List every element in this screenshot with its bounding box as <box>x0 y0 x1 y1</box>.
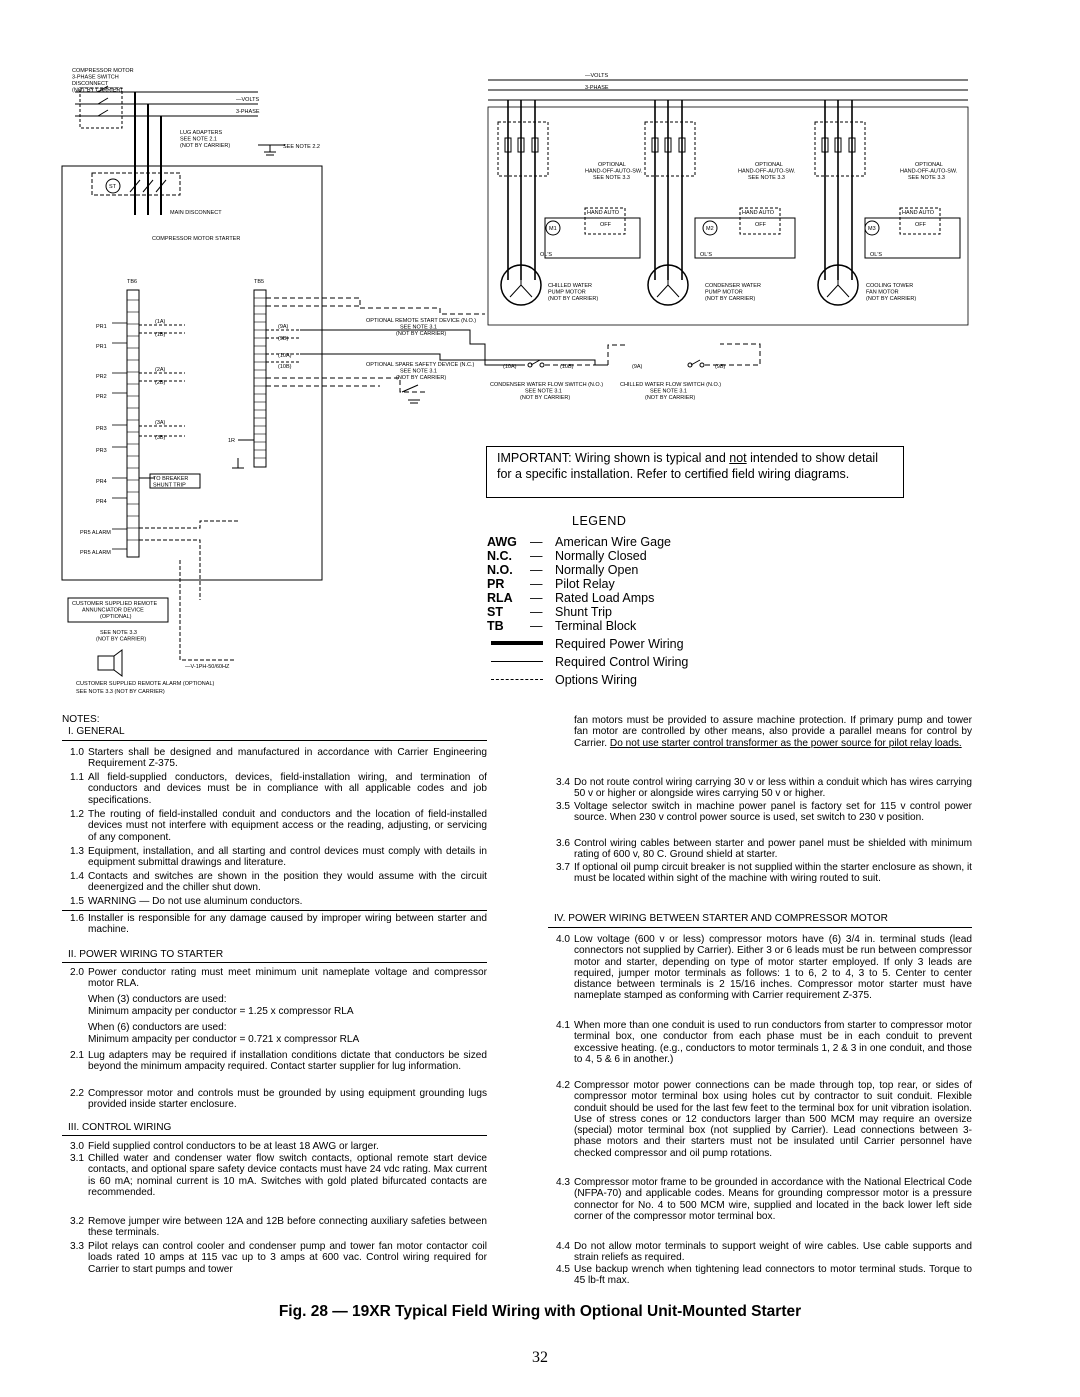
note-number: 3.3 <box>69 1241 84 1252</box>
motor-m1: M1 <box>549 226 557 232</box>
note-text: Compressor motor and controls must be grounded by using equipment grounding lugs provided inside starter enclosure. <box>88 1088 487 1111</box>
motor-m2: M2 <box>706 226 714 232</box>
note-item <box>62 772 487 808</box>
legend-abbr: RLA <box>487 591 513 605</box>
note-item <box>62 747 487 771</box>
wire-2a: (2A) <box>155 367 166 373</box>
note-text: Power conductor rating must meet minimum unit nameplate voltage and compressor motor RLA. <box>88 967 487 990</box>
motor-m3: M3 <box>868 226 876 232</box>
legend-desc: Required Power Wiring <box>555 637 684 651</box>
ols-3: OL'S <box>870 252 883 258</box>
note-text: Do not route control wiring carrying 30 v or less within a conduit which has wires carrying 50 v or higher or alongside wires carrying 50 v or higher. <box>574 777 972 800</box>
remote-alarm-label: CUSTOMER SUPPLIED REMOTE ALARM (OPTIONAL) <box>76 681 215 687</box>
note-number: 1.4 <box>69 871 84 882</box>
wire-2b: (2B) <box>155 380 166 386</box>
note-number: 4.1 <box>555 1020 570 1031</box>
legend-abbr: N.C. <box>487 549 512 563</box>
pr4-b: PR4 <box>96 499 107 505</box>
see-note-33-label: SEE NOTE 3.3 (NOT BY CARRIER) <box>96 630 147 643</box>
note-number: 3.6 <box>555 838 570 849</box>
note-text: When more than one conduit is used to run conductors from starter to compressor motor terminal box, one conductor from each phase must be in each conduit to prevent excessive heating. (e.g., conductors to motor terminals 1, 2 & 3 in one conduit, and those to 4, 5 & 6 in another.) <box>574 1020 972 1065</box>
legend-desc: Rated Load Amps <box>555 591 655 605</box>
one-r-label: 1R <box>228 438 236 444</box>
note-item <box>62 913 487 937</box>
left-volts: —VOLTS <box>236 97 260 103</box>
power-wiring-swatch <box>491 641 543 645</box>
note-number: 4.3 <box>555 1177 570 1188</box>
note-text: Compressor motor power connections can be made through top, top rear, or sides of compressor motor terminal box using holes cut by contractor to suit conduit. Flexible conduit should be used for the last few feet to the terminal box for unit vibration isolation. Use of stress cones or 12 conductors larger than 500 MCM may require an oversize (special) motor terminal box (not supplied by Carrier). Lead connections between 3-phase motors and their starters must not be insulated until Carrier personnel have checked compressor and oil pump rotations. <box>574 1080 972 1159</box>
section-control-wiring: III. CONTROL WIRING <box>68 1122 172 1133</box>
note-item <box>62 846 487 870</box>
note-text: All field-supplied conductors, devices, field-installation wiring, and termination of conductors and devices must be in compliance with all applicable codes and job specifications. <box>88 772 487 806</box>
legend-dash: — <box>530 577 543 591</box>
section-general: I. GENERAL <box>68 726 125 737</box>
note-line: Minimum ampacity per conductor = 0.721 x compressor RLA <box>88 1034 360 1045</box>
tb5-label: TB5 <box>254 279 265 285</box>
legend-desc: Pilot Relay <box>555 577 615 591</box>
off-2: OFF <box>755 222 766 228</box>
note-number: 3.4 <box>555 777 570 788</box>
note-item <box>548 801 972 837</box>
note-item <box>62 1050 487 1086</box>
section-rule <box>548 927 972 928</box>
section-rule <box>62 910 487 911</box>
note-item <box>548 862 972 898</box>
note-number: 2.0 <box>69 967 84 978</box>
wire-9b: (9B) <box>278 336 289 342</box>
important-not: not <box>729 451 747 465</box>
pr4-a: PR4 <box>96 479 107 485</box>
note-number: 4.0 <box>555 934 570 945</box>
legend-dash: — <box>530 605 543 619</box>
note-item <box>548 1080 972 1176</box>
note-text: Control wiring cables between starter and power panel must be shielded with minimum rating of 600 v, 80 C. Ground shield at starter. <box>574 838 972 861</box>
note-number: 4.5 <box>555 1264 570 1275</box>
pr1-b: PR1 <box>96 344 107 350</box>
note-item <box>62 1153 487 1213</box>
disconnect-title: COMPRESSOR MOTOR 3-PHASE SWITCH DISCONNECT (NOT BY CARRIER) <box>72 68 134 94</box>
wire-10a: (10A) <box>278 353 292 359</box>
note-text: Compressor motor frame to be grounded in accordance with the National Electrical Code (NFPA-70) and applicable codes. Means for grounding compressor motor is a pressure connector for No. 4 to 500 MCM wire, supplied and located in the back lower left side corner of the compressor motor terminal box. <box>574 1177 972 1222</box>
pump-chilled: CHILLED WATER PUMP MOTOR (NOT BY CARRIER) <box>548 283 599 302</box>
note-text: Use backup wrench when tightening lead connectors to motor terminal studs. Torque to 45 lb-ft max. <box>574 1264 972 1287</box>
note-text: Installer is responsible for any damage caused by improper wiring between starter and machine. <box>88 913 487 936</box>
starter-title: COMPRESSOR MOTOR STARTER <box>152 236 241 242</box>
notes-heading: NOTES: <box>62 714 100 725</box>
annunciator-label: CUSTOMER SUPPLIED REMOTE ANNUNCIATOR DEVICE (OPTIONAL) <box>72 601 158 620</box>
note-item <box>62 1216 487 1240</box>
lug-label: LUG ADAPTERS SEE NOTE 2.1 (NOT BY CARRIER) <box>180 130 231 149</box>
note-number: 3.2 <box>69 1216 84 1227</box>
section-power-wiring: II. POWER WIRING TO STARTER <box>68 949 224 960</box>
flow-10a: (10A) <box>503 364 517 370</box>
hand-auto-2: HAND AUTO <box>742 210 774 216</box>
note-item <box>548 1264 972 1288</box>
note-number: 3.7 <box>555 862 570 873</box>
legend-desc: Options Wiring <box>555 673 637 687</box>
note-text: If optional oil pump circuit breaker is not supplied within the starter enclosure as shown, it must be located within sight of the machine with wiring routed to suit. <box>574 862 972 885</box>
option-1: OPTIONAL HAND-OFF-AUTO-SW. SEE NOTE 3.3 <box>585 162 643 181</box>
flow-10b: (10B) <box>560 364 574 370</box>
note-number: 1.1 <box>69 772 84 783</box>
legend-desc: Normally Closed <box>555 549 647 563</box>
note-item <box>62 1241 487 1277</box>
hand-auto-3: HAND AUTO <box>902 210 934 216</box>
note-text: Lug adapters may be required if installation conditions dictate that conductors be sized beyond the minimum ampacity required. Contact starter supplier for lug information. <box>88 1050 487 1073</box>
note-text: Field supplied control conductors to be at least 18 AWG or larger. <box>88 1141 379 1152</box>
note-text: Pilot relays can control cooler and condenser pump and tower fan motor contactor coil loads rated 10 amps at 115 vac up to 3 amps at 600 vac. Control wiring required for Carrier to start pumps and tower <box>88 1241 487 1275</box>
ols-1: OL'S <box>540 252 553 258</box>
note-item <box>62 1088 487 1112</box>
spare-safety-label: OPTIONAL SPARE SAFETY DEVICE (N.C.) SEE NOTE 3.1 (NOT BY CARRIER) <box>366 362 475 381</box>
note-number: 4.4 <box>555 1241 570 1252</box>
note-number: 1.3 <box>69 846 84 857</box>
options-wiring-swatch <box>491 679 543 680</box>
legend-desc: Required Control Wiring <box>555 655 689 669</box>
note-text: Voltage selector switch in machine power panel is factory set for 115 v control power source. When 230 v control power source is used, set switch to 230 v position. <box>574 801 972 824</box>
legend-desc: Terminal Block <box>555 619 637 633</box>
legend-abbr: ST <box>487 605 503 619</box>
wire-10b: (10B) <box>278 364 292 370</box>
see-note-22: SEE NOTE 2.2 <box>283 144 320 150</box>
pr5-a: PR5 ALARM <box>80 530 111 536</box>
note-text: Starters shall be designed and manufactured in accordance with Carrier Engineering Requirement Z-375. <box>88 747 487 770</box>
off-1: OFF <box>600 222 611 228</box>
note-number: 1.6 <box>69 913 84 924</box>
pr2-a: PR2 <box>96 374 107 380</box>
pump-condenser: CONDENSER WATER PUMP MOTOR (NOT BY CARRIER) <box>705 283 761 302</box>
section-motor-wiring: IV. POWER WIRING BETWEEN STARTER AND COMPRESSOR MOTOR <box>554 913 888 924</box>
note-number: 4.2 <box>555 1080 570 1091</box>
figure-caption: Fig. 28 — 19XR Typical Field Wiring with Optional Unit-Mounted Starter <box>278 1303 802 1320</box>
note-number: 2.2 <box>69 1088 84 1099</box>
option-3: OPTIONAL HAND-OFF-AUTO-SW. SEE NOTE 3.3 <box>900 162 958 181</box>
wire-3b: (3B) <box>155 435 166 441</box>
pump-tower: COOLING TOWER FAN MOTOR (NOT BY CARRIER) <box>866 283 917 302</box>
legend-abbr: TB <box>487 619 504 633</box>
note-line: When (3) conductors are used: <box>88 994 227 1005</box>
option-2: OPTIONAL HAND-OFF-AUTO-SW. SEE NOTE 3.3 <box>738 162 796 181</box>
wire-1a: (1A) <box>155 319 166 325</box>
note-text: Equipment, installation, and all starting and control devices must comply with details in equipment submittal drawings and literature. <box>88 846 487 869</box>
note-line: Minimum ampacity per conductor = 1.25 x compressor RLA <box>88 1006 354 1017</box>
page-number: 32 <box>532 1349 548 1366</box>
note-text: Low voltage (600 v or less) compressor motors have (6) 3/4 in. terminal studs (lead connectors not supplied by Carrier). Either 3 or 6 leads must be run between compressor motor and starter, depending on type of motor starter employed. If only 3 leads are required, jumper motor terminals as follows: 1 to 6, 2 to 4, 3 to 5. Center to center distance between terminals is 2 15/16 inches. Compressor motor starter must have nameplate stamped as conforming with Carrier requirement Z-375. <box>574 934 972 1002</box>
note-number: 3.0 <box>69 1141 84 1152</box>
legend-dash: — <box>530 549 543 563</box>
note-text-underlined: Do not use starter control transformer as the power source for pilot relay loads. <box>609 737 962 749</box>
note-text: Remove jumper wire between 12A and 12B before connecting auxiliary safeties between these terminals. <box>88 1216 487 1239</box>
breaker-label: TO BREAKER SHUNT TRIP <box>153 476 189 489</box>
legend-desc: Shunt Trip <box>555 605 612 619</box>
note-item <box>548 934 972 1019</box>
note-item <box>62 871 487 895</box>
flow-9a: (9A) <box>632 364 643 370</box>
wire-9a: (9A) <box>278 324 289 330</box>
note-text: Contacts and switches are shown in the position they would assume with the circuit deenergized and the chiller shut down. <box>88 871 487 894</box>
note-line: When (6) conductors are used: <box>88 1022 227 1033</box>
note-text: WARNING — Do not use aluminum conductors. <box>88 896 303 907</box>
important-prefix: IMPORTANT: Wiring shown is typical and <box>497 451 730 465</box>
remote-alarm-note: SEE NOTE 3.3 (NOT BY CARRIER) <box>76 689 165 695</box>
remote-start-label: OPTIONAL REMOTE START DEVICE (N.O.) SEE NOTE 3.1 (NOT BY CARRIER) <box>366 318 477 337</box>
note-text: Chilled water and condenser water flow switch contacts, optional remote start device contacts, and optional spare safety device contacts must have 24 vdc rating. Max current is 60 mA; nominal current is 10 mA. Switches with gold plated bifurcated contacts are recommended. <box>88 1153 487 1198</box>
section-rule <box>62 740 487 741</box>
legend-desc: Normally Open <box>555 563 639 577</box>
control-wiring-swatch <box>491 661 543 662</box>
legend-abbr: AWG <box>487 535 517 549</box>
cond-flow-label: CONDENSER WATER FLOW SWITCH (N.O.) SEE NOTE 3.1 (NOT BY CARRIER) <box>490 382 604 401</box>
note-number: 1.5 <box>69 896 84 907</box>
section-rule <box>62 962 487 963</box>
pr1-a: PR1 <box>96 324 107 330</box>
wire-3a: (3A) <box>155 420 166 426</box>
legend-title: LEGEND <box>572 514 627 528</box>
note-text: Do not allow motor terminals to support weight of wire cables. Use cable supports and strain reliefs as required. <box>574 1241 972 1264</box>
important-suffix: intended to show detail for a specific installation. Refer to certified field wiring diagrams. <box>497 451 878 481</box>
pr2-b: PR2 <box>96 394 107 400</box>
note-item <box>62 1141 487 1153</box>
st-label: ST <box>109 184 117 190</box>
note-number: 1.0 <box>69 747 84 758</box>
pr3-a: PR3 <box>96 426 107 432</box>
note-text: The routing of field-installed conduit and conductors and the location of field-installed devices must not interfere with equipment access or the reading, adjusting, or servicing of any component. <box>88 809 487 843</box>
flow-9b: (9B) <box>715 364 726 370</box>
legend-abbr: N.O. <box>487 563 513 577</box>
note-item <box>548 777 972 801</box>
main-disconnect-label: MAIN DISCONNECT <box>170 210 222 216</box>
pr5-b: PR5 ALARM <box>80 550 111 556</box>
note-item <box>548 1020 972 1080</box>
note-item <box>62 967 487 991</box>
legend-desc: American Wire Gage <box>555 535 672 549</box>
off-3: OFF <box>915 222 926 228</box>
pr3-b: PR3 <box>96 448 107 454</box>
note-item <box>548 1241 972 1265</box>
section-rule <box>62 1135 487 1136</box>
legend-dash: — <box>530 535 543 549</box>
note-item <box>548 838 972 862</box>
left-phase: 3-PHASE <box>236 109 260 115</box>
wire-1b: (1B) <box>155 332 166 338</box>
note-item <box>62 809 487 845</box>
legend-dash: — <box>530 563 543 577</box>
chilled-flow-label: CHILLED WATER FLOW SWITCH (N.O.) SEE NOTE 3.1 (NOT BY CARRIER) <box>620 382 722 401</box>
tb6-label: TB6 <box>127 279 138 285</box>
ols-2: OL'S <box>700 252 713 258</box>
alarm-volts: —V-1PH-50/60HZ <box>185 664 230 670</box>
important-note <box>486 446 904 498</box>
note-number: 2.1 <box>69 1050 84 1061</box>
note-number: 1.2 <box>69 809 84 820</box>
legend-dash: — <box>530 591 543 605</box>
right-volts: —VOLTS <box>585 73 609 79</box>
note-text: fan motors must be provided to assure machine protection. If primary pump and tower fan motor are controlled by other means, also provide a parallel means for control by Carrier. <box>574 715 972 749</box>
note-item <box>62 896 487 908</box>
note-number: 3.5 <box>555 801 570 812</box>
note-item <box>548 1177 972 1237</box>
right-phase: 3-PHASE <box>585 85 609 91</box>
legend-abbr: PR <box>487 577 505 591</box>
hand-auto-1: HAND AUTO <box>587 210 619 216</box>
note-continuation <box>574 715 972 749</box>
legend-dash: — <box>530 619 543 633</box>
note-number: 3.1 <box>69 1153 84 1164</box>
